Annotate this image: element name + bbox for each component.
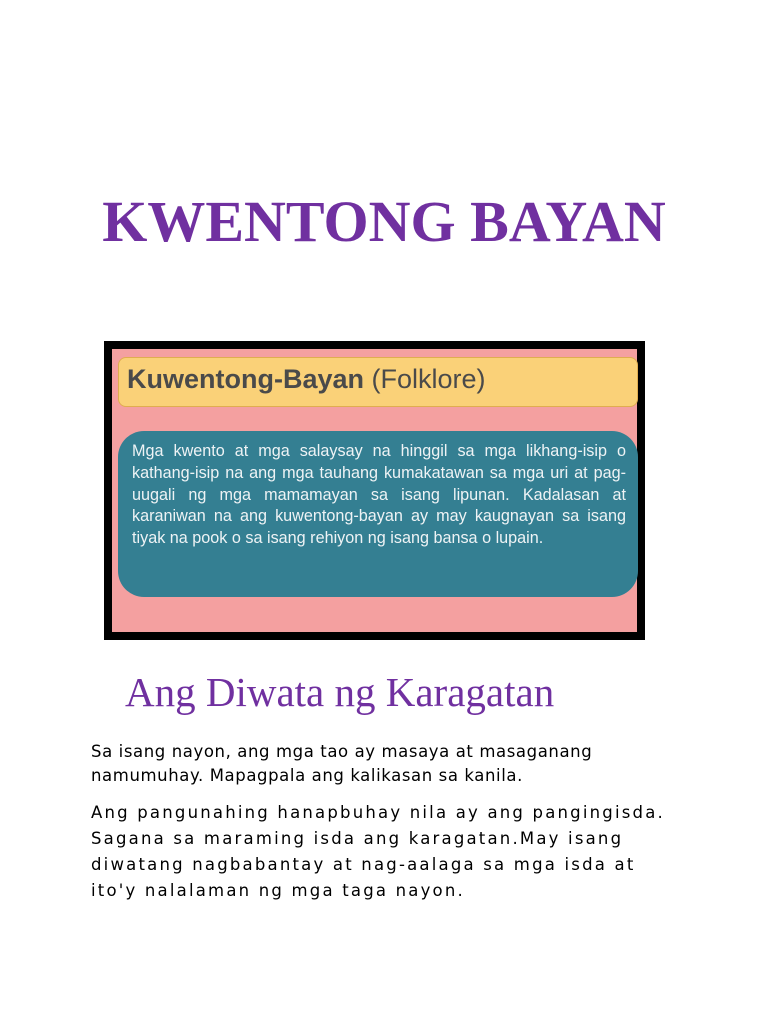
folklore-slide-image [104,341,645,640]
story-paragraph-2: Ang pangunahing hanapbuhay nila ay ang pangingisda. Sagana sa maraming isda ang karagatan.May isang diwatang nagbabantay at nag-aalaga sa mga isda at ito'y nalalaman ng mga taga nayon. [91,803,665,900]
slide-header-box [118,357,638,407]
story-paragraph-1: Sa isang nayon, ang mga tao ay masaya at masaganang namumuhay. Mapagpala ang kalikasan sa kanila. [91,742,593,785]
slide-header-title: Kuwentong-Bayan [127,364,365,394]
slide-background [112,349,637,632]
document-title: KWENTONG BAYAN [102,189,666,254]
slide-definition-text: Mga kwento at mga salaysay na hinggil sa mga likhang-isip o kathang-isip na ang mga tauhang kumakatawan sa mga uri at pag-uugali ng mga mamamayan sa isang lipunan. Kadalasan at karaniwan na ang kuwentong-bayan ay may kaugnayan sa isang tiyak na pook o sa isang rehiyon ng isang bansa o lupain. [118,431,638,597]
story-title: Ang Diwata ng Karagatan [125,669,555,715]
slide-header-subtitle: (Folklore) [371,364,486,394]
